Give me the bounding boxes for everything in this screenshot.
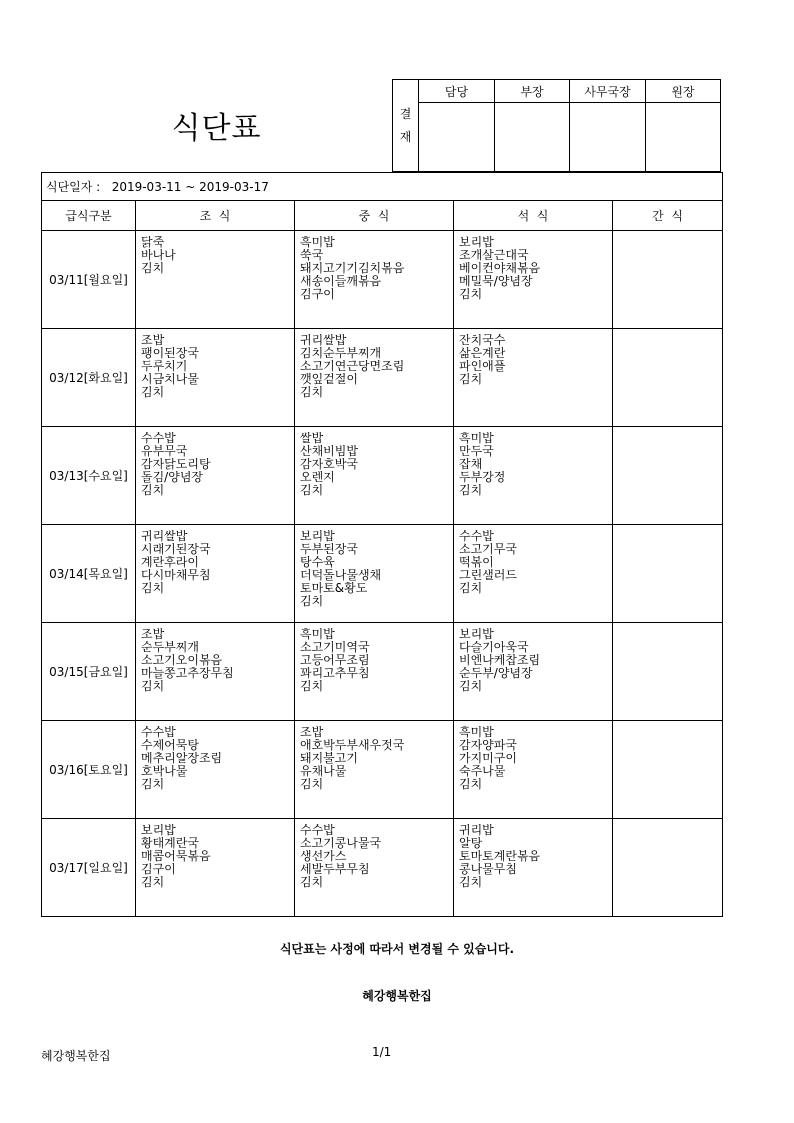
lunch-cell xyxy=(295,231,454,329)
day-row xyxy=(42,525,723,623)
menu-item: 그린샐러드 xyxy=(459,569,517,582)
day-label: 03/16[토요일] xyxy=(42,721,136,819)
menu-item: 보리밥 xyxy=(459,236,494,249)
menu-item: 조밥 xyxy=(141,628,165,641)
menu-item: 감자호박국 xyxy=(300,458,358,471)
day-label: 03/13[수요일] xyxy=(42,427,136,525)
dinner-cell xyxy=(454,329,613,427)
menu-item: 돼지고기기김치볶음 xyxy=(300,262,405,275)
menu-item: 소고기무국 xyxy=(459,543,517,556)
menu-item: 두루치기 xyxy=(141,360,188,373)
day-row xyxy=(42,329,723,427)
menu-item: 황태계란국 xyxy=(141,837,199,850)
lunch-cell xyxy=(295,721,454,819)
menu-item: 김치 xyxy=(141,876,165,889)
approval-role: 부장 xyxy=(495,80,570,103)
header-dinner: 석 식 xyxy=(454,201,613,231)
menu-item: 김치 xyxy=(141,582,165,595)
menu-item: 김치 xyxy=(300,778,324,791)
menu-item: 돌김/양념장 xyxy=(141,471,204,484)
menu-item: 귀리쌀밥 xyxy=(300,334,347,347)
lunch-cell xyxy=(295,819,454,917)
menu-item: 조밥 xyxy=(300,726,324,739)
menu-item: 조개살근대국 xyxy=(459,249,529,262)
menu-item: 흑미밥 xyxy=(459,726,494,739)
menu-item: 유채나물 xyxy=(300,765,347,778)
menu-item: 소고기오이볶음 xyxy=(141,654,223,667)
menu-item: 쑥국 xyxy=(300,249,324,262)
dinner-cell xyxy=(454,231,613,329)
snack-cell xyxy=(613,231,723,329)
breakfast-cell xyxy=(136,231,295,329)
menu-item: 파인애플 xyxy=(459,360,506,373)
menu-item: 소고기미역국 xyxy=(300,641,370,654)
menu-item: 김구이 xyxy=(300,288,335,301)
menu-item: 팽이된장국 xyxy=(141,347,199,360)
menu-item: 흑미밥 xyxy=(300,628,335,641)
menu-item: 잔치국수 xyxy=(459,334,506,347)
menu-item: 깻잎겉절이 xyxy=(300,373,358,386)
menu-item: 감자닭도리탕 xyxy=(141,458,211,471)
menu-item: 잡채 xyxy=(459,458,483,471)
header-category: 급식구분 xyxy=(42,201,136,231)
menu-item: 만두국 xyxy=(459,445,494,458)
menu-item: 닭죽 xyxy=(141,236,165,249)
snack-cell xyxy=(613,819,723,917)
day-label: 03/17[일요일] xyxy=(42,819,136,917)
header-snack: 간 식 xyxy=(613,201,723,231)
menu-item: 김치 xyxy=(141,680,165,693)
header-lunch: 중 식 xyxy=(295,201,454,231)
menu-item: 새송이들깨볶음 xyxy=(300,275,382,288)
menu-item: 떡볶이 xyxy=(459,556,494,569)
menu-item: 귀리쌀밥 xyxy=(141,530,188,543)
menu-item: 콩나물무침 xyxy=(459,863,517,876)
menu-item: 김치 xyxy=(459,373,483,386)
menu-item: 김치 xyxy=(300,484,324,497)
menu-item: 다슬기아욱국 xyxy=(459,641,529,654)
menu-item: 매콤어묵볶음 xyxy=(141,850,211,863)
menu-item: 가지미구이 xyxy=(459,752,517,765)
dinner-cell xyxy=(454,623,613,721)
menu-item: 애호박두부새우젓국 xyxy=(300,739,405,752)
page-title: 식단표 xyxy=(171,111,262,146)
menu-item: 김치순두부찌개 xyxy=(300,347,382,360)
day-label: 03/12[화요일] xyxy=(42,329,136,427)
approval-role: 담당 xyxy=(419,80,495,103)
menu-item: 수수밥 xyxy=(141,432,176,445)
menu-item: 바나나 xyxy=(141,249,176,262)
snack-cell xyxy=(613,623,723,721)
breakfast-cell xyxy=(136,427,295,525)
menu-item: 수수밥 xyxy=(141,726,176,739)
menu-item: 산채비빔밥 xyxy=(300,445,358,458)
menu-item: 김치 xyxy=(141,484,165,497)
menu-item: 계란후라이 xyxy=(141,556,199,569)
approval-sign-cell xyxy=(570,103,646,172)
menu-item: 고등어무조림 xyxy=(300,654,370,667)
menu-item: 수수밥 xyxy=(300,824,335,837)
approval-role: 원장 xyxy=(646,80,721,103)
day-label: 03/11[월요일] xyxy=(42,231,136,329)
menu-item: 순두부/양념장 xyxy=(459,667,533,680)
menu-item: 수제어묵탕 xyxy=(141,739,199,752)
menu-item: 흑미밥 xyxy=(459,432,494,445)
menu-item: 비엔나케찹조림 xyxy=(459,654,541,667)
menu-item: 호박나물 xyxy=(141,765,188,778)
menu-item: 보리밥 xyxy=(141,824,176,837)
menu-item: 유부무국 xyxy=(141,445,188,458)
menu-item: 김치 xyxy=(459,680,483,693)
date-range-label: 식단일자 : xyxy=(46,180,101,194)
day-row xyxy=(42,231,723,329)
menu-item: 보리밥 xyxy=(300,530,335,543)
menu-item: 김치 xyxy=(300,876,324,889)
breakfast-cell xyxy=(136,329,295,427)
menu-item: 돼지불고기 xyxy=(300,752,358,765)
snack-cell xyxy=(613,721,723,819)
day-label: 03/14[목요일] xyxy=(42,525,136,623)
menu-item: 메밀묵/양념장 xyxy=(459,275,533,288)
menu-item: 김치 xyxy=(459,876,483,889)
menu-item: 수수밥 xyxy=(459,530,494,543)
header-breakfast: 조 식 xyxy=(136,201,295,231)
menu-item: 김구이 xyxy=(141,863,176,876)
menu-item: 김치 xyxy=(459,778,483,791)
menu-item: 메추리알장조림 xyxy=(141,752,223,765)
notice-text: 식단표는 사정에 따라서 변경될 수 있습니다. xyxy=(279,942,515,956)
date-range xyxy=(42,173,723,201)
menu-item: 베이컨야채볶음 xyxy=(459,262,541,275)
approval-sign-cell xyxy=(495,103,570,172)
snack-cell xyxy=(613,525,723,623)
menu-item: 탕수육 xyxy=(300,556,335,569)
approval-role: 사무국장 xyxy=(570,80,646,103)
menu-item: 다시마채무침 xyxy=(141,569,211,582)
menu-item: 숙주나물 xyxy=(459,765,506,778)
breakfast-cell xyxy=(136,525,295,623)
dinner-cell xyxy=(454,525,613,623)
menu-item: 흑미밥 xyxy=(300,236,335,249)
menu-item: 김치 xyxy=(300,386,324,399)
menu-item: 김치 xyxy=(141,778,165,791)
menu-item: 시래기된장국 xyxy=(141,543,211,556)
approval-box xyxy=(392,79,721,172)
menu-item: 감자양파국 xyxy=(459,739,517,752)
menu-item: 더덕돌나물생채 xyxy=(300,569,382,582)
day-row xyxy=(42,819,723,917)
menu-item: 두부강정 xyxy=(459,471,506,484)
dinner-cell xyxy=(454,819,613,917)
day-row xyxy=(42,427,723,525)
lunch-cell xyxy=(295,525,454,623)
breakfast-cell xyxy=(136,623,295,721)
snack-cell xyxy=(613,329,723,427)
menu-item: 오렌지 xyxy=(300,471,335,484)
menu-item: 알탕 xyxy=(459,837,483,850)
menu-table xyxy=(41,172,723,917)
menu-item: 조밥 xyxy=(141,334,165,347)
menu-item: 마늘쫑고추장무침 xyxy=(141,667,234,680)
snack-cell xyxy=(613,427,723,525)
approval-label xyxy=(393,80,419,172)
menu-item: 토마토계란볶음 xyxy=(459,850,541,863)
menu-item: 순두부찌개 xyxy=(141,641,199,654)
menu-item: 시금치나물 xyxy=(141,373,199,386)
menu-item: 김치 xyxy=(459,288,483,301)
day-row xyxy=(42,623,723,721)
menu-item: 꽈리고추무침 xyxy=(300,667,370,680)
menu-item: 김치 xyxy=(300,680,324,693)
lunch-cell xyxy=(295,329,454,427)
dinner-cell xyxy=(454,427,613,525)
menu-item: 쌀밥 xyxy=(300,432,324,445)
lunch-cell xyxy=(295,427,454,525)
menu-item: 김치 xyxy=(459,582,483,595)
approval-sign-cell xyxy=(419,103,495,172)
menu-item: 생선가스 xyxy=(300,850,347,863)
page-number: 1/1 xyxy=(372,1045,392,1059)
menu-item: 귀리밥 xyxy=(459,824,494,837)
date-range-value: 2019-03-11 ~ 2019-03-17 xyxy=(111,180,269,194)
menu-item: 김치 xyxy=(459,484,483,497)
approval-label-text: 결 재 xyxy=(399,106,412,144)
menu-item: 보리밥 xyxy=(459,628,494,641)
menu-item: 두부된장국 xyxy=(300,543,358,556)
lunch-cell xyxy=(295,623,454,721)
day-label: 03/15[금요일] xyxy=(42,623,136,721)
menu-item: 김치 xyxy=(300,595,324,608)
menu-item: 김치 xyxy=(141,386,165,399)
menu-item: 소고기연근당면조림 xyxy=(300,360,405,373)
menu-item: 삶은계란 xyxy=(459,347,506,360)
breakfast-cell xyxy=(136,721,295,819)
menu-item: 세발두부무침 xyxy=(300,863,370,876)
menu-item: 토마토&황도 xyxy=(300,582,368,595)
organization-name: 혜강행복한집 xyxy=(362,989,432,1003)
menu-item: 소고기콩나물국 xyxy=(300,837,382,850)
day-row xyxy=(42,721,723,819)
approval-sign-cell xyxy=(646,103,721,172)
dinner-cell xyxy=(454,721,613,819)
menu-item: 김치 xyxy=(141,262,165,275)
breakfast-cell xyxy=(136,819,295,917)
footer-organization: 혜강행복한집 xyxy=(41,1049,111,1063)
